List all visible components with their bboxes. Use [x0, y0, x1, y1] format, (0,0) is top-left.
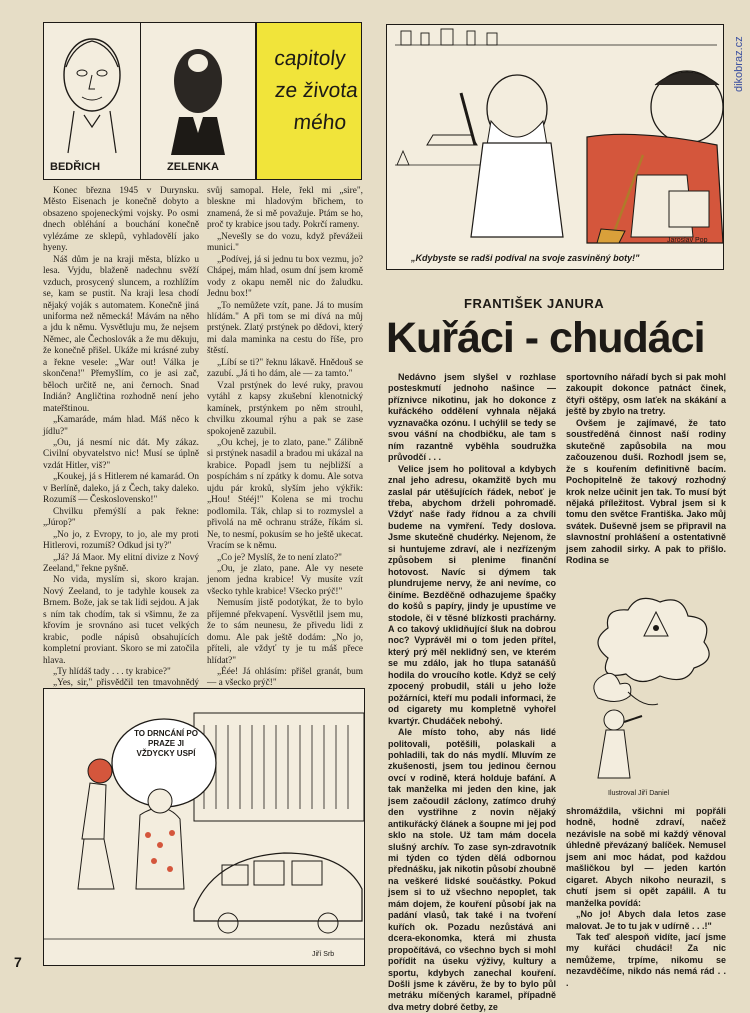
- paragraph: „Podívej, já si jednu tu box vezmu, jo? Chápej, mám hlad, osum dní jsem kromě vody z okapu neměl nic do žaludku. Jednu box!": [207, 254, 363, 300]
- cartoon-credit: Jiří Srb: [312, 951, 335, 958]
- cartoon-caption: „Kdybyste se radši podíval na svoje zasviněný boty!": [411, 253, 640, 263]
- paragraph: svůj samopal. Hele, řekl mi „sire", bleskne mi hladovým břichem, to znamená, že si mě považuje. Ptám se ho, proč ty krabice jsou tady. Pokrčí rameny.: [207, 186, 363, 231]
- page-number: 7: [14, 954, 22, 970]
- paragraph: „Ty hlídáš tady . . . ty krabice?": [53, 667, 171, 678]
- series-line-1: capitoly: [273, 47, 347, 70]
- paragraph: „Yes, sir," přisvědčil ten tmavohnědý: [53, 678, 199, 689]
- paragraph: „To nemůžete vzít, pane. Já to musím hlídám." A při tom se mi dívá na můj prstýnek. Zlatý prstýnek po dědovi, který mi dala maminka na cestu do říše, pro štěstí.: [207, 300, 363, 357]
- paragraph: „Líbí se ti?" řeknu lákavě. Hnědouš se zazubí. „Já ti ho dám, ale — za tamto.": [207, 357, 363, 380]
- article-column-2-bottom: [566, 806, 726, 989]
- paragraph: sportovního nářadí bych si pak mohl zakoupit dokonce patnáct činek, čtyři oštěpy, osm laťek na skákání a ještě by zbylo na tretry.: [566, 372, 726, 417]
- caricature-face-icon: [44, 23, 140, 155]
- paragraph: „No jo! Abych dala letos zase malovat. Je to tu jak v udírně . . .!": [566, 909, 726, 931]
- head-back-icon: [141, 23, 255, 155]
- paragraph: Nemusím jistě podotýkat, že to bylo příjemné překvapení. Vysvětlil jsem mu, že to sám neunesu, že přivedu lidi z domu. Ale pak ještě dodám: „No jo, příteli, ale vždyť ty je tu máš přece hlídat?": [207, 598, 363, 666]
- series-banner: [256, 22, 362, 180]
- paragraph: shromáždila, všichni mi popřáli hodně, hodně zdraví, načež nezávisle na sobě mi každý věnoval úhledně převázaný balíček. Nemusel jsem ani moc hádat, pod každou mašličkou byl — jeden kartón cigaret. Abych nikoho neurazil, s chutí jsem si opět zapálil. A tu manželka povídá:: [566, 806, 726, 908]
- paragraph: „Ou kchej, je to zlato, pane." Zálibně si prstýnek nasadil a bradou mi ukázal na krabice. Popadl jsem tu nejbližší a pospíchám s ní zpátky k domu. Ale sotva ujdu pár kroků, slyším jeho výkřik: „Hou! Stééj!" Kolena se mi trochu podlomila. Ták, chlap si to rozmyslel a přivolá na mě ochranu stráže, říkám si. Ne, to nesmí, pokusím se ho ještě ukecat. Vracím se k němu.: [207, 437, 363, 552]
- paragraph: „Kamaráde, mám hlad. Máš něco k jídlu?": [43, 415, 199, 437]
- paragraph: „Nevešly se do vozu, když převážeii munici.": [207, 231, 363, 254]
- paragraph: Ale místo toho, aby nás lidé politovali, potěšili, polaskali a pohladili, tak do nás mydlí. Mluvím ze zkušenosti, jsem tou jedinou černou ovcí v rodině, která holduje bafání. A tak manželka mi jeden den kine, jak jsem začoudil záclony, zatímco druhý den vystřihne z novin nějaký antikuřácký článek a šoupne mi jej pod sklo na stole. Už tam mám docela slušný archív. To zase syn-zdravotník mi týden co týden dělá odbornou přednášku, jak nikotin působí zhoubně na veškeré lidské součástky. Pokud jsem si to už všechno nepoplet, tak mám dojem, že kouření působí jak na padání vlasů, tak také i na tvoření kuřích ok. Pozadu nezůstává ani dcera-ekonomka, která mi zhusta propočítává, co všechno bych si mohl pořídit na úseku výživy, kultury a sportu, kdybych zanechal kouření. Došli jsme k závěru, že by to bylo půl metráku míčených karamel, případně dva metry dobré četby, ze: [388, 727, 556, 1012]
- left-column-1: [43, 186, 199, 701]
- paragraph: Nedávno jsem slyšel v rozhlase posteskmutí jednoho našince — příznivce nikotinu, jak ho dokonce z kuřáckého oddělení vyhnala nějaká vyznavačka ozónu. I uchýlil se tedy se svou vášní na chodbičku, ale tam s ním razantně vyběhla soudružka průvodčí . . .: [388, 372, 556, 463]
- paragraph: „Éée! Já ohlásím: přišel granát, bum — a všecko prýč!": [207, 667, 363, 689]
- left-column-2: [207, 186, 363, 713]
- paragraph: „Já? Já Maor. My elitní divize z Nový Zeeland," řekne pyšně.: [43, 552, 199, 574]
- speech-bubble-text: TO DRNCÁNÍ PO PRAZE JI VŽDYCKY USPÍ: [134, 729, 198, 758]
- article-column-1: [388, 372, 556, 1013]
- paragraph: Chvilku přemýšlí a pak řekne: „Júrop?": [43, 506, 199, 529]
- doctor-cartoon: [386, 24, 724, 270]
- paragraph: „Ou, já nesmí nic dát. My zákaz. Civilní obyvatelstvo nic! Musí se úplně vzdát Hitler, viš?": [43, 437, 199, 471]
- portrait-front: [43, 22, 141, 180]
- illustration-credit: Ilustroval Jiří Daniel: [608, 790, 670, 797]
- paragraph: Náš dům je na kraji města, blízko u lesa. Vyjdu, blaženě nadechnu svěží vzduch, prosycený sluncem, a rozhlížím se, kam se pustit. Na kraji lesa chodí nějaký voják s automatem. Konečně jiná uniforma než německá! Mávám na něho a jdu k němu. Vysvětluju mu, že nejsem Němec, ale Čechoslovák a že mu děkuju, že konečně přišel. Ukáže mi krásné zuby a řekne vesele: „War out! Válka je skončena!" Přemyšlím, co je asi zač, běloch určitě ne, ani černoch. Snad Indián? Angličtina rozhodně není jeho mateřštinou.: [43, 254, 199, 414]
- paragraph: „Ou, je zlato, pane. Ale vy nesete jenom jedna krabice! Vy musíte vzít všecko tyhle krabice! Všecko prýč!": [207, 563, 363, 597]
- paragraph: „Koukej, já s Hitlerem né kamarád. On v Berlíně, daleko, já z Čech, taky daleko. Rozumíš — Československo!": [43, 472, 199, 506]
- site-tag: dikobraz.cz: [733, 36, 745, 92]
- article-author: FRANTIŠEK JANURA: [464, 296, 605, 311]
- paragraph: Ovšem je zajímavé, že tato soustředěná činnost naší rodiny skutečně zapůsobila na mou začouzenou duši. Rozhodl jsem se, že s kouřením definitivně bacím. Pochopitelně že takový rozhodný krok nelze učinit jen tak. To musí být nějaká příležitost. Vybral jsem si k tomu den světce Františka. Jako můj svátek. Duševně jsem se připravil na slavnostní prohlášení a ostentativně jsem zahodil sirky. A pak to přišlo. Rodina se: [566, 417, 726, 566]
- paragraph: No vida, myslím si, skoro krajan. Nový Zeeland, to je tadyhle kousek za Brnem. Bože, jak se tak lidi sejdou. A jak s ním tak chodím, tak si všimnu, že za křovím je srovnáno asi tucet velkých krabic, podle nápisů obsahujících kompletní proviant. Skoro se mi zatočila hlava.: [43, 575, 199, 666]
- cartoon-credit: Jaroslav Pop: [667, 237, 708, 244]
- paragraph: „Co je? Myslíš, že to není zlato?": [217, 552, 342, 563]
- doctor-scene-icon: [387, 25, 723, 243]
- paragraph: „No jo, z Evropy, to jo, ale my proti Hitlerovi, rozumíš? Odkud jsi ty?": [43, 529, 199, 552]
- series-line-2: ze života: [273, 79, 360, 102]
- article-title: Kuřáci - chudáci: [386, 314, 705, 362]
- paragraph: Konec března 1945 v Durynsku. Město Eisenach je konečně dobyto a obsazeno spojeneckými vojsky. Po osmi dnech obléhání a bouchání konečně vylézáme ze sklepů, vyhladovělí jako hyeny.: [43, 186, 199, 254]
- series-line-3: mého: [292, 111, 348, 134]
- tram-cartoon: [43, 688, 365, 966]
- name-first: BEDŘICH: [50, 161, 101, 173]
- article-column-2-top: [566, 372, 726, 567]
- portrait-back: [140, 22, 256, 180]
- paragraph: Vzal prstýnek do levé ruky, pravou vytáhl z kapsy zkušební klenotnický kamínek, prstýnkem po něm strouhl, chvilku zkoumal rýhu a pak se zase spokojeně zazubil.: [207, 380, 363, 437]
- paragraph: Tak teď alespoň vidíte, jací jsme my kuřáci chudáci! Za nic nemůžeme, trpíme, nikomu se nezavděčíme, nikdo nás nemá rád . . .: [566, 931, 726, 988]
- tram-scene-icon: [44, 689, 364, 965]
- smoke-illustration: [568, 588, 726, 798]
- smoking-man-icon: [568, 588, 726, 784]
- paragraph: Velice jsem ho politoval a kdybych znal jeho adresu, okamžitě bych mu zaslal pár utěšujících řádek, neboť je třeba, abychom drželi pohromadě. Vždyť naše řady řídnou a za chvíli budeme na vymření. Tedy doslova. Jsme skutečně chudérky. Nejenom, že si huntujeme zdraví, ale i nezřízeným způsobem si plenime finanční hotovost. Navíc si dýmem tak plundrujeme nervy, že ani nevíme, co činíme. Bezděčně odhazujeme špačky do košů s papíry, jindy je upustíme ve stodole, či v těsné blízkosti prachárny. A co takový uklidňující šluk na dobrou noc? Vyprávěl mi o tom jeden přítel, který prý měl nekliđný sen, ve kterém se mu zdálo, jak ho tlupa satanášů hodila do vroucího kotle. Když se celý zpocený probudil, stáli u jeho lože požárníci, kteří mu podali informaci, že od cigarety mu kompletně vyhořel kvartýr. Chudáček nebohý.: [388, 463, 556, 726]
- name-last: ZELENKA: [167, 161, 219, 173]
